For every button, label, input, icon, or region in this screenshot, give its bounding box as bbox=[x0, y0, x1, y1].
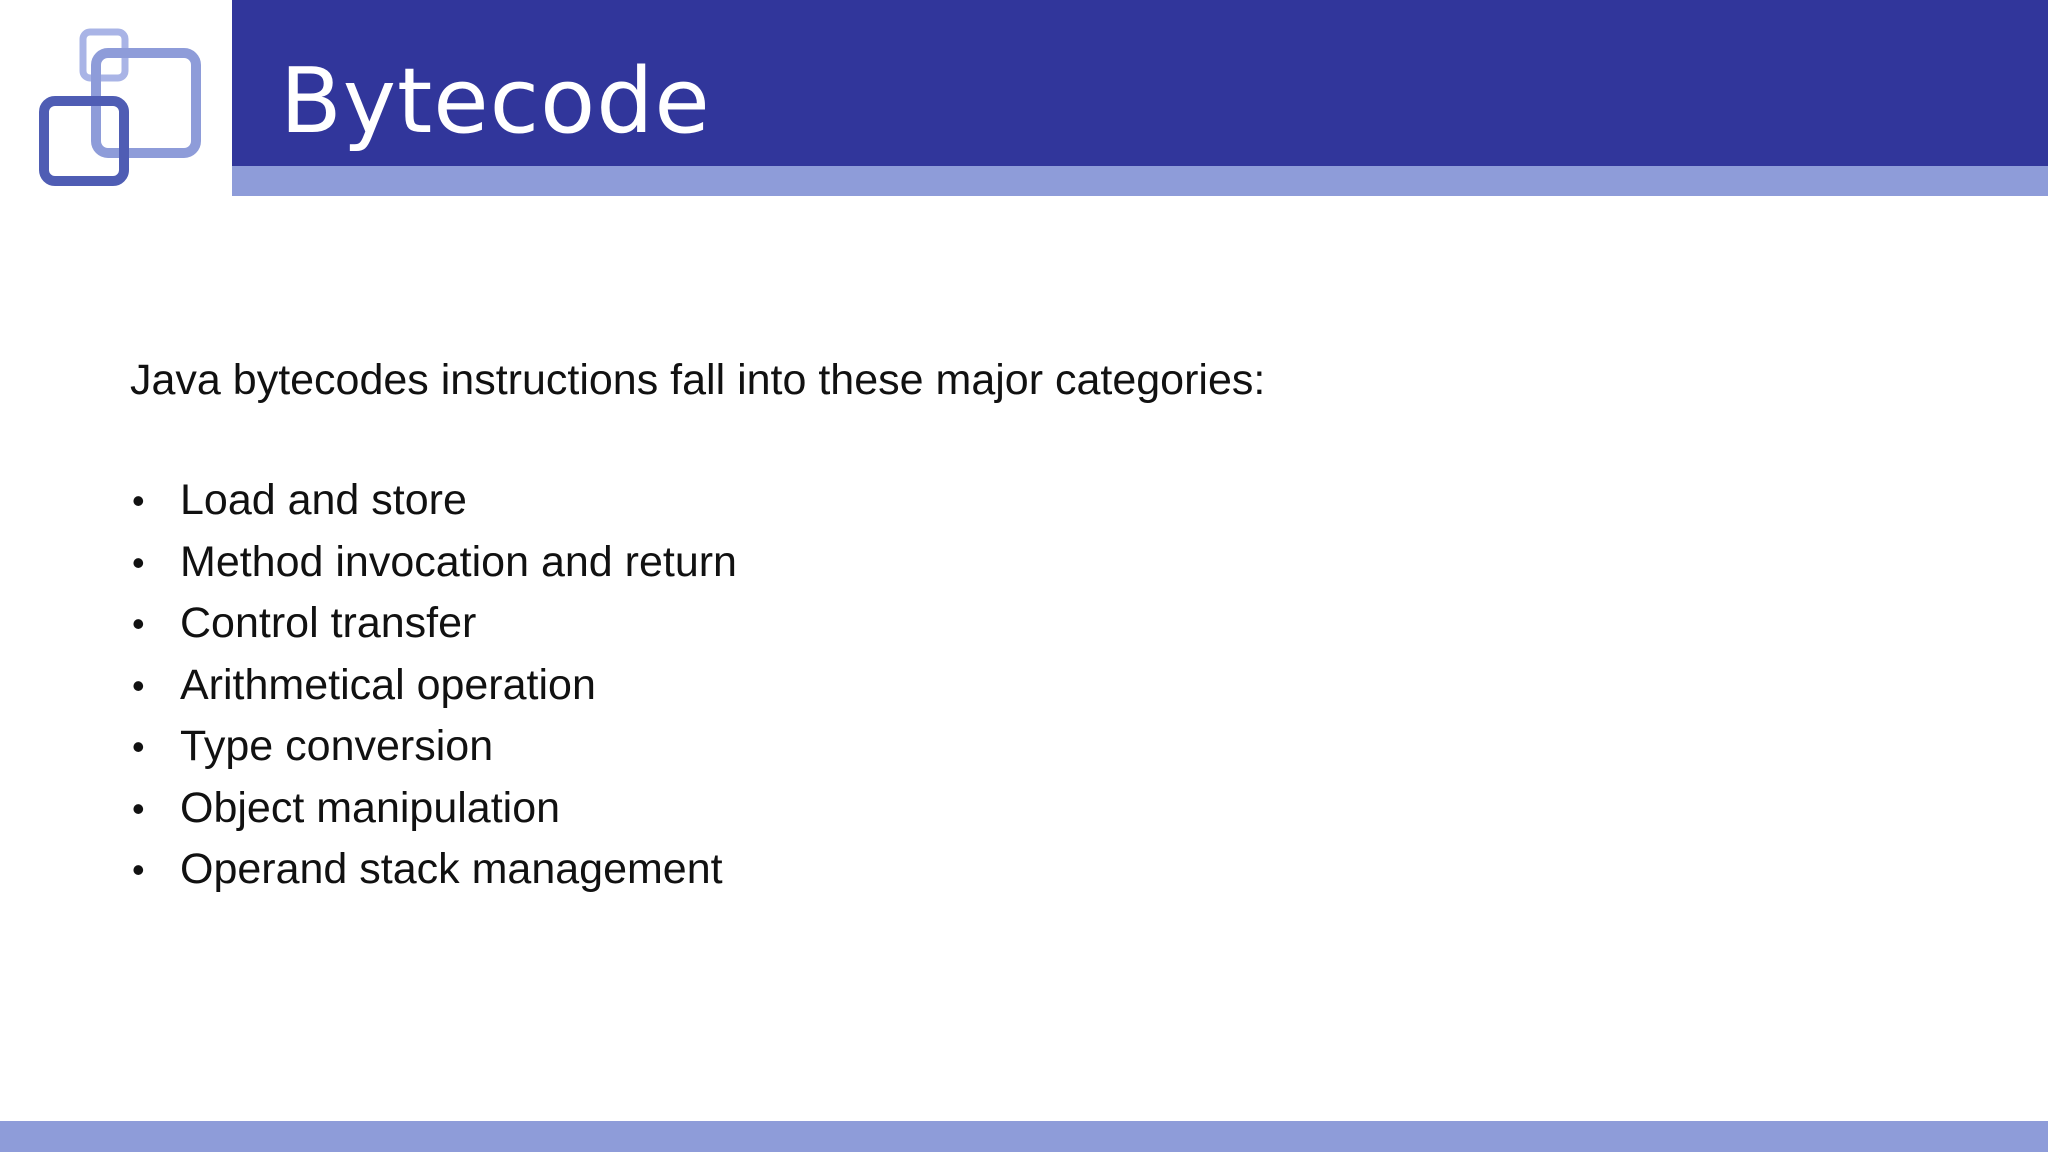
title-accent-bar bbox=[232, 166, 2048, 196]
list-item bbox=[130, 655, 1830, 717]
list-item bbox=[130, 532, 1830, 594]
list-item-text: Arithmetical operation bbox=[180, 660, 596, 709]
list-item-text: Method invocation and return bbox=[180, 537, 737, 586]
slide-title: Bytecode bbox=[280, 49, 711, 154]
list-item-text: Operand stack management bbox=[180, 845, 723, 893]
bullet-icon: • bbox=[132, 849, 145, 890]
bullet-list bbox=[130, 470, 1830, 901]
bullet-icon: • bbox=[132, 787, 145, 829]
list-item-text: Type conversion bbox=[180, 722, 494, 770]
list-item bbox=[130, 778, 1830, 840]
slide-content bbox=[130, 350, 1830, 901]
overlapping-squares-icon bbox=[36, 26, 216, 188]
list-item bbox=[130, 470, 1830, 532]
bullet-icon: • bbox=[132, 480, 145, 521]
list-item-text: Load and store bbox=[180, 476, 467, 524]
bullet-icon: • bbox=[132, 664, 145, 706]
intro-text: Java bytecodes instructions fall into these major categories: bbox=[130, 356, 1266, 404]
bullet-icon: • bbox=[132, 726, 145, 767]
list-item bbox=[130, 716, 1830, 778]
footer-bar bbox=[0, 1121, 2048, 1152]
list-item bbox=[130, 593, 1830, 655]
bullet-icon: • bbox=[132, 541, 145, 583]
list-item-text: Control transfer bbox=[180, 599, 477, 647]
bullet-icon: • bbox=[132, 603, 145, 644]
list-item bbox=[130, 839, 1830, 901]
list-item-text: Object manipulation bbox=[180, 783, 561, 832]
